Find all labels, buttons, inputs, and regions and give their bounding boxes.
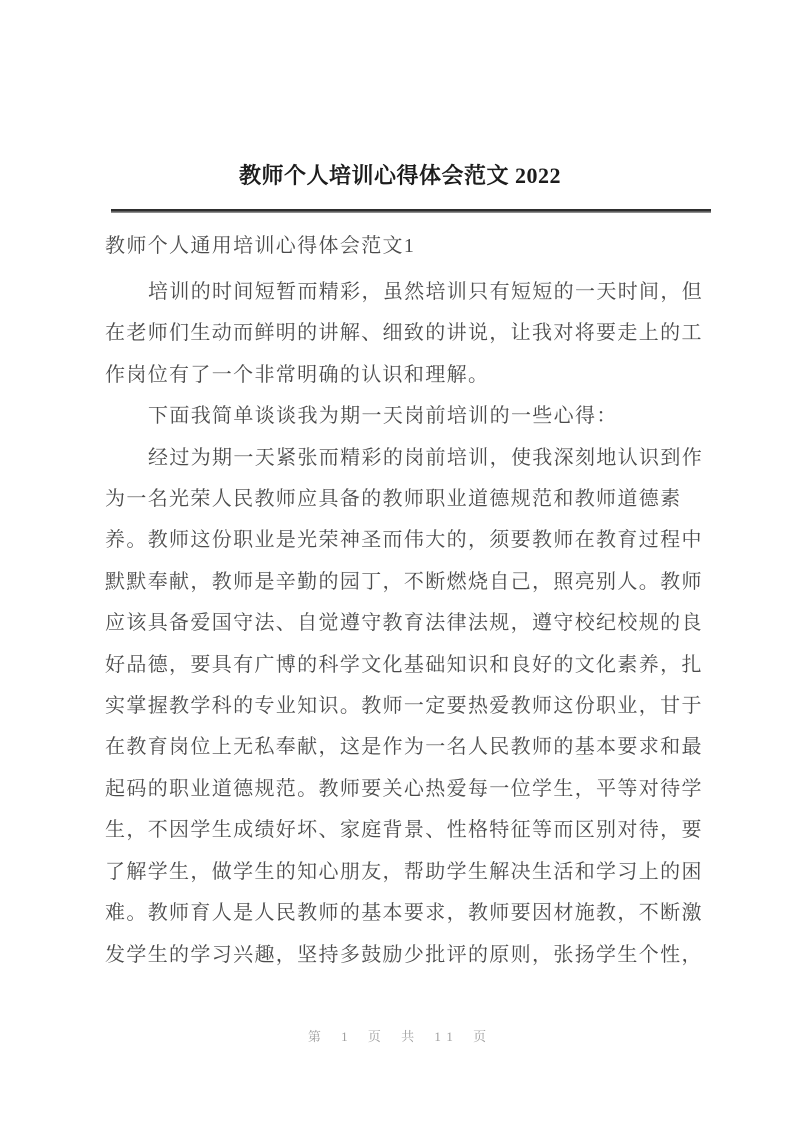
text-line: 起码的职业道德规范。教师要关心热爱每一位学生，平等对待学	[105, 777, 703, 800]
title-divider	[111, 209, 711, 213]
text-line: 应该具备爱国守法、自觉遵守教育法律法规，遵守校纪校规的良	[105, 612, 703, 635]
document-title: 教师个人培训心得体会范文 2022	[238, 163, 561, 188]
text-line: 默默奉献，教师是辛勤的园丁，不断燃烧自己，照亮别人。教师	[105, 570, 703, 593]
text-line: 作岗位有了一个非常明确的认识和理解。	[105, 363, 490, 386]
text-line: 在老师们生动而鲜明的讲解、细致的讲说，让我对将要走上的工	[105, 322, 703, 345]
page-footer: 第 1 页 共 11 页	[307, 1029, 493, 1044]
text-line: 了解学生，做学生的知心朋友，帮助学生解决生活和学习上的困	[105, 860, 703, 883]
text-line: 在教育岗位上无私奉献，这是作为一名人民教师的基本要求和最	[105, 736, 703, 759]
text-line: 经过为期一天紧张而精彩的岗前培训，使我深刻地认识到作	[148, 446, 704, 469]
section-heading: 教师个人通用培训心得体会范文1	[105, 235, 416, 257]
text-line: 生，不因学生成绩好坏、家庭背景、性格特征等而区别对待，要	[105, 819, 703, 842]
document-body-lines	[105, 272, 715, 976]
text-line: 好品德，要具有广博的科学文化基础知识和良好的文化素养，扎	[105, 653, 703, 676]
text-line: 养。教师这份职业是光荣神圣而伟大的，须要教师在教育过程中	[105, 529, 703, 552]
text-line: 下面我简单谈谈我为期一天岗前培训的一些心得：	[148, 405, 618, 428]
text-line: 难。教师育人是人民教师的基本要求，教师要因材施教，不断激	[105, 902, 703, 925]
text-line: 为一名光荣人民教师应具备的教师职业道德规范和教师道德素	[105, 488, 682, 511]
text-line: 实掌握教学科的专业知识。教师一定要热爱教师这份职业，甘于	[105, 695, 703, 718]
text-line: 培训的时间短暂而精彩，虽然培训只有短短的一天时间，但	[148, 281, 704, 303]
document-body	[105, 220, 715, 976]
text-line: 发学生的学习兴趣，坚持多鼓励少批评的原则，张扬学生个性，	[105, 943, 703, 966]
